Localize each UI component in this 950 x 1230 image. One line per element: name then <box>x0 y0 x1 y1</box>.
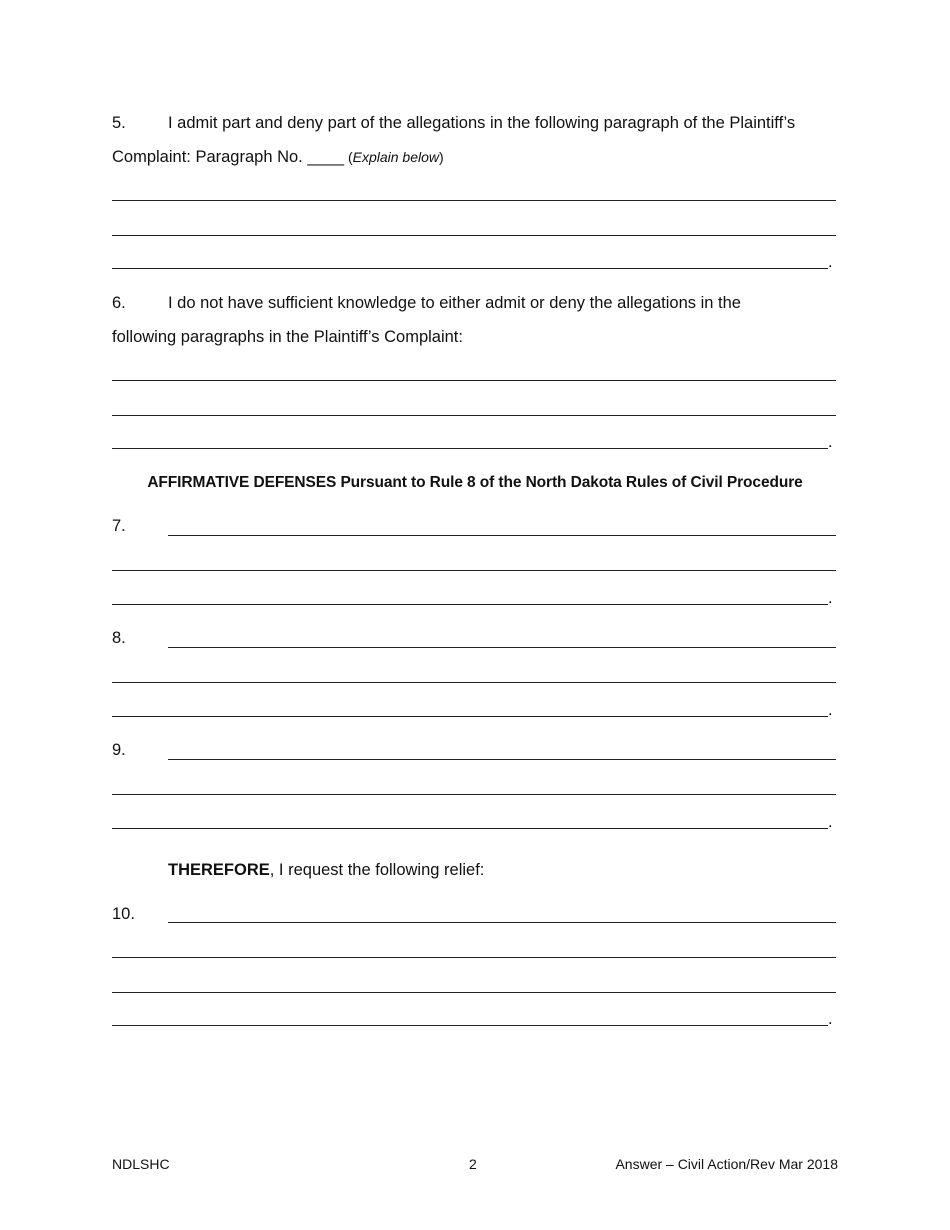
paragraph-9-blank-line-1[interactable] <box>168 759 836 760</box>
paragraph-5-period: . <box>828 253 833 271</box>
affirmative-defenses-heading: AFFIRMATIVE DEFENSES Pursuant to Rule 8 of the North Dakota Rules of Civil Procedure <box>147 474 803 491</box>
paragraph-5-line2 <box>112 147 444 167</box>
paragraph-10-period: . <box>828 1010 833 1028</box>
paragraph-6-line1: I do not have sufficient knowledge to either admit or deny the allegations in the <box>168 294 741 312</box>
paren-close: ) <box>439 149 444 165</box>
paragraph-7-period: . <box>828 589 833 607</box>
paragraph-5-blank-line-2[interactable] <box>112 235 836 236</box>
paragraph-6-blank-line-2[interactable] <box>112 415 836 416</box>
paragraph-9-blank-line-3[interactable] <box>112 828 828 829</box>
paragraph-9-blank-line-2[interactable] <box>112 794 836 795</box>
paragraph-10-blank-line-3[interactable] <box>112 992 836 993</box>
paragraph-8-blank-line-1[interactable] <box>168 647 836 648</box>
paragraph-6-line2: following paragraphs in the Plaintiff’s Complaint: <box>112 328 463 346</box>
paren-open: ( <box>344 149 353 165</box>
paragraph-10-blank-line-1[interactable] <box>168 922 836 923</box>
paragraph-10-blank-line-4[interactable] <box>112 1025 828 1026</box>
paragraph-6-number: 6. <box>112 294 126 312</box>
paragraph-5-line2-prefix: Complaint: Paragraph No. ____ <box>112 148 345 166</box>
paragraph-6-blank-line-3[interactable] <box>112 448 828 449</box>
paragraph-10-number: 10. <box>112 905 135 923</box>
paragraph-7-blank-line-2[interactable] <box>112 570 836 571</box>
paragraph-7-number: 7. <box>112 517 126 535</box>
paragraph-5-blank-line-1[interactable] <box>112 200 836 201</box>
paragraph-9-number: 9. <box>112 741 126 759</box>
therefore-statement <box>168 860 484 880</box>
paragraph-5-number: 5. <box>112 114 126 132</box>
paragraph-5-line1: I admit part and deny part of the allegations in the following paragraph of the Plaintiff’s <box>168 114 796 132</box>
paragraph-7-blank-line-1[interactable] <box>168 535 836 536</box>
paragraph-6-blank-line-1[interactable] <box>112 380 836 381</box>
paragraph-9-period: . <box>828 813 833 831</box>
paragraph-8-blank-line-3[interactable] <box>112 716 828 717</box>
paragraph-6-period: . <box>828 433 833 451</box>
paragraph-8-number: 8. <box>112 629 126 647</box>
paragraph-10-blank-line-2[interactable] <box>112 957 836 958</box>
footer-right: Answer – Civil Action/Rev Mar 2018 <box>615 1156 838 1172</box>
therefore-bold: THEREFORE <box>168 861 270 879</box>
paragraph-5-blank-line-3[interactable] <box>112 268 828 269</box>
page-number: 2 <box>469 1156 477 1172</box>
paragraph-8-blank-line-2[interactable] <box>112 682 836 683</box>
footer-left: NDLSHC <box>112 1156 170 1172</box>
paragraph-8-period: . <box>828 701 833 719</box>
therefore-rest: , I request the following relief: <box>269 861 485 879</box>
paragraph-7-blank-line-3[interactable] <box>112 604 828 605</box>
explain-below-note: Explain below <box>352 149 440 165</box>
